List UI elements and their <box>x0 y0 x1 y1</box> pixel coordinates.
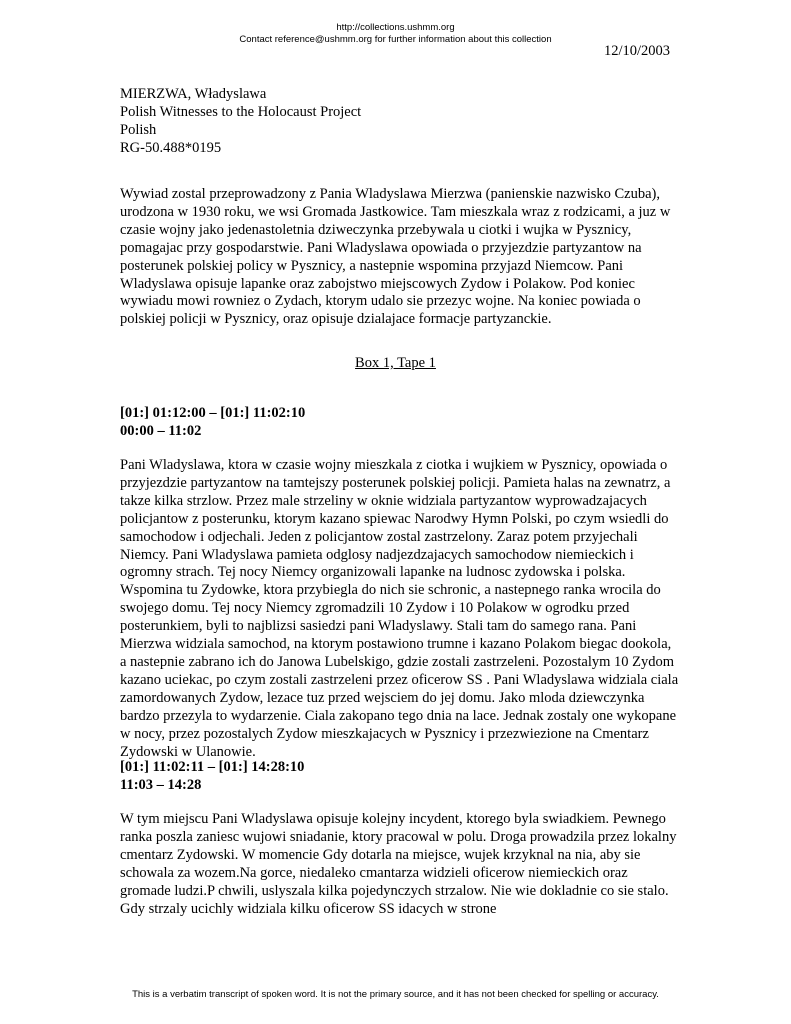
interview-summary <box>120 186 680 329</box>
segment-1-range: 00:00 – 11:02 <box>120 422 202 439</box>
segment-2-range: 11:03 – 14:28 <box>120 776 202 793</box>
summary-paragraph: Wywiad zostal przeprowadzony z Pania Wladyslawa Mierzwa (panienskie nazwisko Czuba), urodzona w 1930 roku, we wsi Gromada Jastkowice. Tam mieszkala wraz z rodzicami, a juz w czasie wojny jako jedenastoletnia dziweczynka przebywala u ciotki i wujka w Pysznicy, pomagajac przy gospodarstwie. Pani Wladyslawa opowiada o przyjezdzie partyzantow na posterunek polskiej policy w Pysznicy, a nastepnie wspomina przyjazd Niemcow. Pani Wladyslawa opisuje lapanke oraz zabojstwo miejscowych Zydow i Polakow. Pod koniec wywiadu mowi rowniez o Zydach, ktorym udalo sie przezyc wojne. Na koniec powiada o polskiej policji w Pysznicy, oraz opisuje dzialajace formacje partyzanckie. <box>120 186 671 328</box>
segment-1-paragraph: Pani Wladyslawa, ktora w czasie wojny mieszkala z ciotka i wujkiem w Pysznicy, opowiada o przyjezdzie partyzantow na tamtejszy posterunek polskiej policji. Pamieta halas na zewnatrz, a takze kilka strzlow. Przez male strzeliny w oknie widziala partyzantow wyprowadzajacych policjantow z posterunku, ktorym kazano spiewac Narodwy Hymn Polski, po czym wsiedli do samochodow i odjechali. Jeden z policjantow zostal zastrzelony. Zaraz potem przyjechali Niemcy. Pani Wladyslawa pamieta odglosy nadjezdzajacych samochodow niemieckich i ogromny strach. Tej nocy Niemcy organizowali lapanke na ludnosc zydowska i polska. Wspomina tu Zydowke, ktora przybiegla do nich sie schronic, a nastepnego ranka wrocila do swojego domu. Tej nocy Niemcy zgromadzili 10 Zydow i 10 Polakow w ogrodku przed posterunkiem, byli to najblizsi sasiedzi pani Wladyslawy. Stali tam do samego rana. Pani Mierzwa widziala samochod, na ktorym postawiono trumne i kazano Polakom biegac dookola, a nastepnie zabrano ich do Janowa Lubelskigo, gdzie zostali zastrzeleni. Pozostalym 10 Zydom kazano uciekac, po czym zostali zastrzeleni przez oficerow SS . Pani Wladyslawa widziala ciala zamordowanych Zydow, lezace tuz przed wejsciem do jej domu. Jako mloda dziewczynka bardzo przezyla to wydarzenie. Ciala zakopano tego dnia na lace. Jednak zostaly one wykopane w nocy, przez pozostalych Zydow mieszkajacych w Pysznicy i przezwiezione na Cmentarz Zydowski w Ulanowie. <box>120 457 679 760</box>
segment-1-body <box>120 457 680 761</box>
box-title-text: Box 1, Tape 1 <box>355 355 436 371</box>
project-name: Polish Witnesses to the Holocaust Project <box>120 103 362 120</box>
rg-number: RG-50.488*0195 <box>120 139 222 156</box>
interviewee-name: MIERZWA, Władyslawa <box>120 86 267 102</box>
segment-2-paragraph: W tym miejscu Pani Wladyslawa opisuje kolejny incydent, ktorego byla swiadkiem. Pewnego ranka poszla zaniesc wujowi sniadanie, ktory pracowal w polu. Droga prowadzila przez lokalny cmentarz Zydowski. W momencie Gdy dotarla na miejsce, wujek krzyknal na nia, aby sie schowala za wozem.Na gorce, niedaleko cmantarza widzieli oficerow niemieckich oraz gromade ludzi.P chwili, uslyszala kilka pojedynczych strzalow. Nie wie dokladnie co sie stalo. Gdy strzaly ucichly widziala kilku oficerow SS idacych w strone <box>120 811 677 917</box>
disclaimer-footer: This is a verbatim transcript of spoken word. It is not the primary source, and it has not been checked for spelling or accuracy. <box>132 989 659 1000</box>
segment-1-timecode: [01:] 01:12:00 – [01:] 11:02:10 <box>120 405 306 421</box>
language: Polish <box>120 121 157 138</box>
segment-2-heading <box>120 759 680 795</box>
segment-2-body <box>120 811 680 918</box>
segment-2-timecode: [01:] 11:02:11 – [01:] 14:28:10 <box>120 759 305 775</box>
document-metadata <box>120 86 680 158</box>
box-title <box>0 355 791 372</box>
header-url: http://collections.ushmm.org <box>336 22 455 33</box>
document-date: 12/10/2003 <box>603 43 670 59</box>
header-contact: Contact reference@ushmm.org for further information about this collection <box>239 34 552 45</box>
segment-1-heading <box>120 405 680 441</box>
